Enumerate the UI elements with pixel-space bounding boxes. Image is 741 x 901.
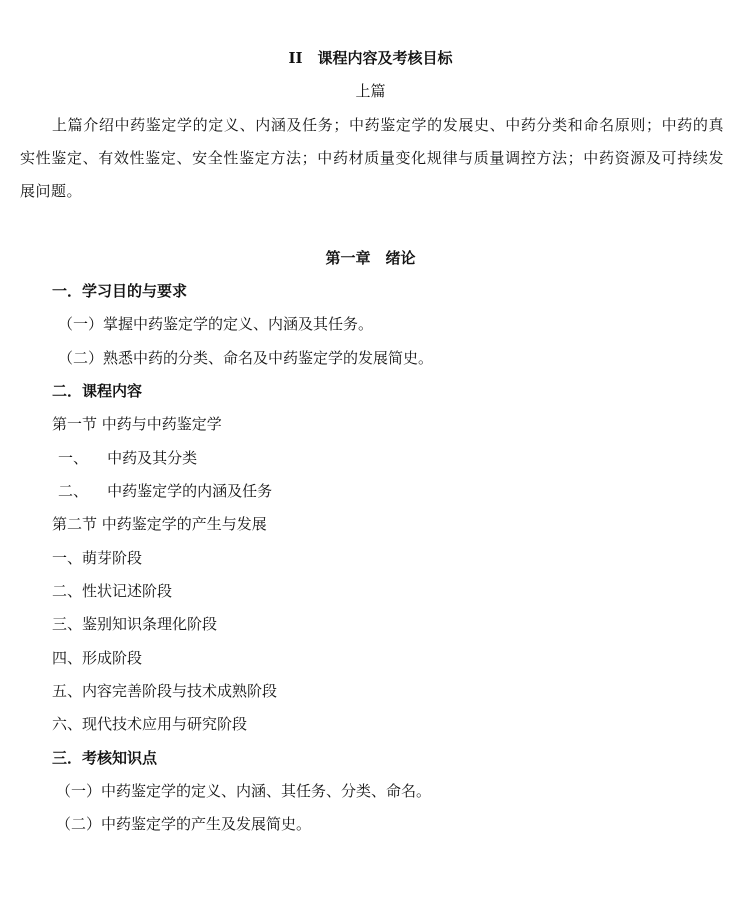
objectives-heading: 一．学习目的与要求 [52, 282, 188, 300]
content-heading: 二．课程内容 [52, 382, 143, 400]
objective-item: （二）熟悉中药的分类、命名及中药鉴定学的发展简史。 [58, 349, 434, 367]
section-1-item: 二、 中药鉴定学的内涵及任务 [58, 482, 273, 500]
assessment-heading: 三．考核知识点 [52, 749, 158, 767]
section-2-item: 六、现代技术应用与研究阶段 [52, 715, 248, 733]
section-2-item: 五、内容完善阶段与技术成熟阶段 [52, 682, 278, 700]
section-2-item: 二、性状记述阶段 [52, 582, 173, 600]
part-title: 上篇 [355, 82, 386, 100]
section-2-item: 四、形成阶段 [52, 649, 143, 667]
section-1-title: 第一节 中药与中药鉴定学 [52, 415, 222, 433]
intro-paragraph: 上篇介绍中药鉴定学的定义、内涵及任务；中药鉴定学的发展史、中药分类和命名原则；中药的真实性鉴定、有效性鉴定、安全性鉴定方法；中药材质量变化规律与质量调控方法；中药资源及可持续发展问题。 [20, 116, 724, 200]
section-title: II 课程内容及考核目标 [288, 49, 453, 67]
assessment-item: （一）中药鉴定学的定义、内涵、其任务、分类、命名。 [56, 782, 432, 800]
objective-item: （一）掌握中药鉴定学的定义、内涵及其任务。 [58, 315, 374, 333]
section-2-title: 第二节 中药鉴定学的产生与发展 [52, 515, 267, 533]
section-1-item: 一、 中药及其分类 [58, 449, 198, 467]
section-2-item: 一、萌芽阶段 [52, 549, 143, 567]
assessment-item: （二）中药鉴定学的产生及发展简史。 [56, 815, 312, 833]
chapter-title: 第一章 绪论 [325, 249, 416, 267]
section-2-item: 三、鉴别知识条理化阶段 [52, 615, 218, 633]
